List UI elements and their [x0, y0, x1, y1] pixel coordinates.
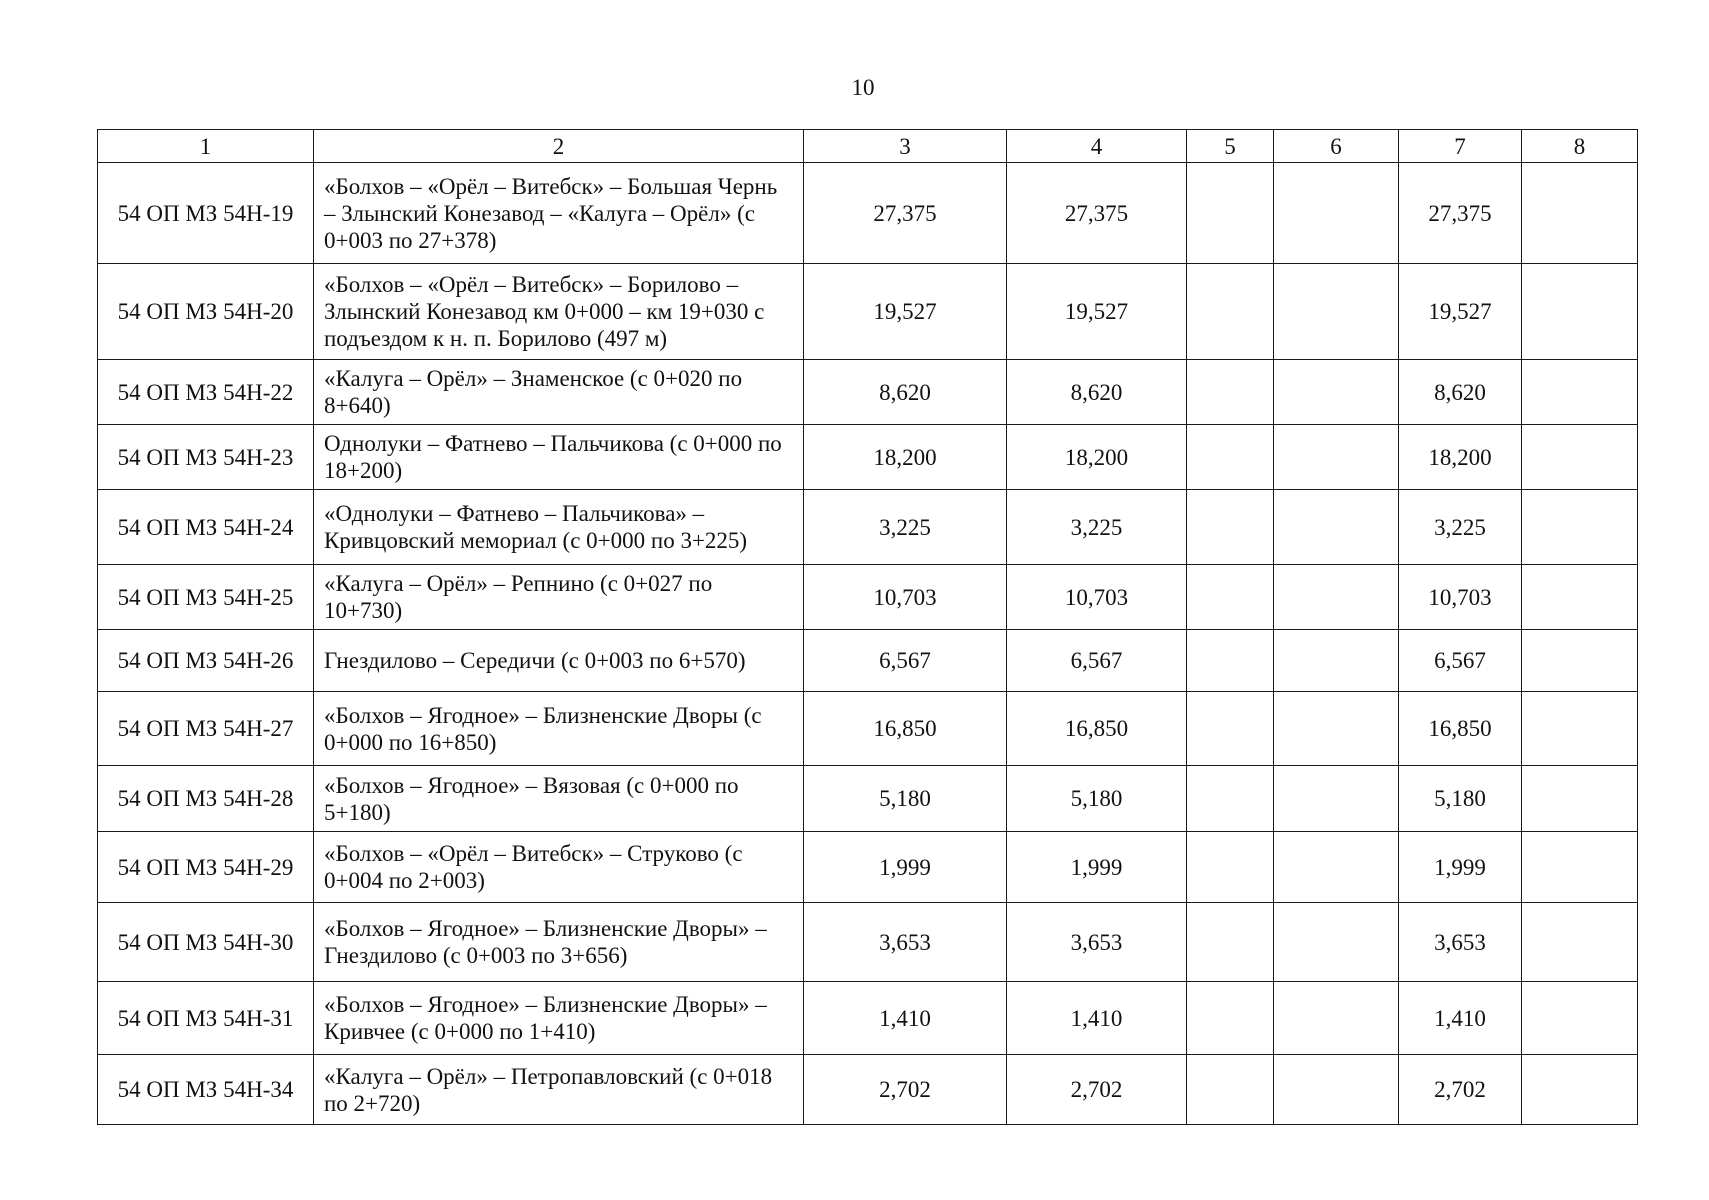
- cell-col-4: 1,999: [1007, 832, 1187, 903]
- cell-col-7: 3,653: [1399, 903, 1522, 982]
- cell-col-4: 8,620: [1007, 360, 1187, 425]
- cell-col-7: 8,620: [1399, 360, 1522, 425]
- cell-col-7: 1,999: [1399, 832, 1522, 903]
- cell-col-4: 5,180: [1007, 766, 1187, 832]
- cell-col-4: 18,200: [1007, 425, 1187, 490]
- road-code: 54 ОП МЗ 54Н-24: [98, 490, 314, 565]
- table-row: [98, 565, 1638, 630]
- table-row: [98, 264, 1638, 360]
- cell-col-6: [1274, 903, 1399, 982]
- road-code: 54 ОП МЗ 54Н-20: [98, 264, 314, 360]
- cell-col-8: [1522, 903, 1638, 982]
- road-code: 54 ОП МЗ 54Н-19: [98, 163, 314, 264]
- cell-col-3: 8,620: [804, 360, 1007, 425]
- cell-col-3: 2,702: [804, 1055, 1007, 1125]
- cell-col-8: [1522, 163, 1638, 264]
- cell-col-3: 6,567: [804, 630, 1007, 692]
- cell-col-7: 2,702: [1399, 1055, 1522, 1125]
- table-row: [98, 766, 1638, 832]
- cell-col-7: 19,527: [1399, 264, 1522, 360]
- cell-col-6: [1274, 264, 1399, 360]
- table-row: [98, 163, 1638, 264]
- column-header-6: 6: [1274, 130, 1399, 163]
- cell-col-5: [1187, 766, 1274, 832]
- road-name: «Болхов – Ягодное» – Близненские Дворы (с 0+000 по 16+850): [314, 692, 804, 766]
- road-code: 54 ОП МЗ 54Н-28: [98, 766, 314, 832]
- road-code: 54 ОП МЗ 54Н-25: [98, 565, 314, 630]
- road-name: «Болхов – «Орёл – Витебск» – Струково (с 0+004 по 2+003): [314, 832, 804, 903]
- cell-col-5: [1187, 692, 1274, 766]
- cell-col-4: 1,410: [1007, 982, 1187, 1055]
- column-number-row: [98, 130, 1638, 163]
- road-name: «Болхов – Ягодное» – Близненские Дворы» – Гнездилово (с 0+003 по 3+656): [314, 903, 804, 982]
- road-name: Гнездилово – Середичи (с 0+003 по 6+570): [314, 630, 804, 692]
- cell-col-8: [1522, 766, 1638, 832]
- cell-col-8: [1522, 982, 1638, 1055]
- cell-col-5: [1187, 360, 1274, 425]
- table-row: [98, 832, 1638, 903]
- cell-col-7: 10,703: [1399, 565, 1522, 630]
- cell-col-4: 6,567: [1007, 630, 1187, 692]
- cell-col-6: [1274, 766, 1399, 832]
- column-header-7: 7: [1399, 130, 1522, 163]
- road-name: «Болхов – «Орёл – Витебск» – Большая Чернь – Злынский Конезавод – «Калуга – Орёл» (с 0+003 по 27+378): [314, 163, 804, 264]
- road-code: 54 ОП МЗ 54Н-31: [98, 982, 314, 1055]
- column-header-5: 5: [1187, 130, 1274, 163]
- cell-col-7: 1,410: [1399, 982, 1522, 1055]
- cell-col-4: 16,850: [1007, 692, 1187, 766]
- table-row: [98, 360, 1638, 425]
- table-row: [98, 903, 1638, 982]
- cell-col-6: [1274, 360, 1399, 425]
- column-header-4: 4: [1007, 130, 1187, 163]
- cell-col-7: 3,225: [1399, 490, 1522, 565]
- road-name: «Калуга – Орёл» – Репнино (с 0+027 по 10+730): [314, 565, 804, 630]
- cell-col-3: 16,850: [804, 692, 1007, 766]
- roads-table: [97, 129, 1638, 1125]
- table-row: [98, 1055, 1638, 1125]
- cell-col-8: [1522, 692, 1638, 766]
- column-header-8: 8: [1522, 130, 1638, 163]
- cell-col-6: [1274, 630, 1399, 692]
- cell-col-5: [1187, 490, 1274, 565]
- cell-col-4: 3,653: [1007, 903, 1187, 982]
- road-code: 54 ОП МЗ 54Н-23: [98, 425, 314, 490]
- cell-col-6: [1274, 832, 1399, 903]
- cell-col-3: 1,999: [804, 832, 1007, 903]
- table-row: [98, 630, 1638, 692]
- road-code: 54 ОП МЗ 54Н-30: [98, 903, 314, 982]
- table-row: [98, 425, 1638, 490]
- road-code: 54 ОП МЗ 54Н-29: [98, 832, 314, 903]
- page-number: 10: [851, 75, 875, 100]
- cell-col-3: 3,653: [804, 903, 1007, 982]
- road-name: «Болхов – Ягодное» – Вязовая (с 0+000 по 5+180): [314, 766, 804, 832]
- cell-col-4: 2,702: [1007, 1055, 1187, 1125]
- cell-col-8: [1522, 1055, 1638, 1125]
- table-row: [98, 982, 1638, 1055]
- road-name: «Калуга – Орёл» – Знаменское (с 0+020 по 8+640): [314, 360, 804, 425]
- cell-col-6: [1274, 425, 1399, 490]
- cell-col-4: 10,703: [1007, 565, 1187, 630]
- cell-col-4: 19,527: [1007, 264, 1187, 360]
- cell-col-5: [1187, 903, 1274, 982]
- cell-col-8: [1522, 565, 1638, 630]
- road-name: «Калуга – Орёл» – Петропавловский (с 0+018 по 2+720): [314, 1055, 804, 1125]
- cell-col-5: [1187, 630, 1274, 692]
- cell-col-6: [1274, 163, 1399, 264]
- road-name: «Однолуки – Фатнево – Пальчикова» – Кривцовский мемориал (с 0+000 по 3+225): [314, 490, 804, 565]
- table-row: [98, 490, 1638, 565]
- cell-col-8: [1522, 360, 1638, 425]
- cell-col-7: 27,375: [1399, 163, 1522, 264]
- cell-col-4: 3,225: [1007, 490, 1187, 565]
- cell-col-6: [1274, 565, 1399, 630]
- road-code: 54 ОП МЗ 54Н-34: [98, 1055, 314, 1125]
- cell-col-3: 19,527: [804, 264, 1007, 360]
- column-header-3: 3: [804, 130, 1007, 163]
- column-header-1: 1: [98, 130, 314, 163]
- cell-col-3: 10,703: [804, 565, 1007, 630]
- cell-col-5: [1187, 565, 1274, 630]
- road-code: 54 ОП МЗ 54Н-26: [98, 630, 314, 692]
- cell-col-6: [1274, 692, 1399, 766]
- cell-col-5: [1187, 163, 1274, 264]
- cell-col-5: [1187, 832, 1274, 903]
- cell-col-8: [1522, 630, 1638, 692]
- road-name: «Болхов – «Орёл – Витебск» – Борилово – Злынский Конезавод км 0+000 – км 19+030 с подъездом к н. п. Борилово (497 м): [314, 264, 804, 360]
- cell-col-4: 27,375: [1007, 163, 1187, 264]
- cell-col-7: 6,567: [1399, 630, 1522, 692]
- cell-col-6: [1274, 490, 1399, 565]
- road-code: 54 ОП МЗ 54Н-27: [98, 692, 314, 766]
- cell-col-7: 18,200: [1399, 425, 1522, 490]
- cell-col-7: 16,850: [1399, 692, 1522, 766]
- road-name: Однолуки – Фатнево – Пальчикова (с 0+000 по 18+200): [314, 425, 804, 490]
- cell-col-5: [1187, 1055, 1274, 1125]
- cell-col-5: [1187, 982, 1274, 1055]
- cell-col-3: 18,200: [804, 425, 1007, 490]
- cell-col-5: [1187, 425, 1274, 490]
- cell-col-7: 5,180: [1399, 766, 1522, 832]
- table-row: [98, 692, 1638, 766]
- cell-col-8: [1522, 425, 1638, 490]
- cell-col-6: [1274, 982, 1399, 1055]
- cell-col-3: 3,225: [804, 490, 1007, 565]
- cell-col-8: [1522, 832, 1638, 903]
- road-code: 54 ОП МЗ 54Н-22: [98, 360, 314, 425]
- cell-col-5: [1187, 264, 1274, 360]
- cell-col-8: [1522, 490, 1638, 565]
- cell-col-3: 1,410: [804, 982, 1007, 1055]
- cell-col-6: [1274, 1055, 1399, 1125]
- road-name: «Болхов – Ягодное» – Близненские Дворы» – Кривчее (с 0+000 по 1+410): [314, 982, 804, 1055]
- cell-col-8: [1522, 264, 1638, 360]
- cell-col-3: 5,180: [804, 766, 1007, 832]
- column-header-2: 2: [314, 130, 804, 163]
- cell-col-3: 27,375: [804, 163, 1007, 264]
